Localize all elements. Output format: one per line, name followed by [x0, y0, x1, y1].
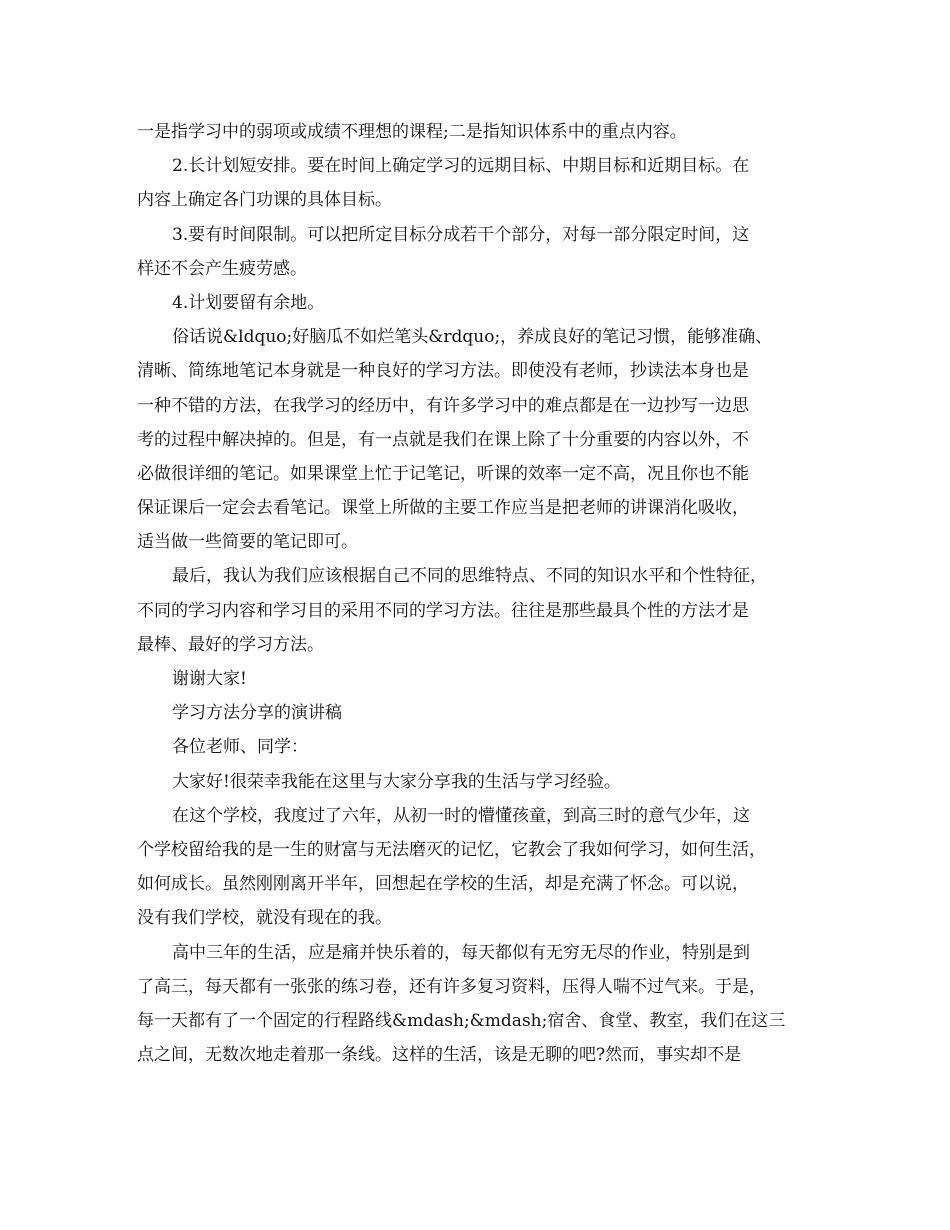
- text-line: 点之间，无数次地走着那一条线。这样的生活，该是无聊的吧?然而，事实却不是: [137, 1045, 742, 1066]
- text-line: 个学校留给我的是一生的财富与无法磨灭的记忆，它教会了我如何学习，如何生活，: [137, 839, 766, 860]
- text-line: 各位老师、同学：: [172, 737, 308, 758]
- text-line: 俗话说&ldquo;好脑瓜不如烂笔头&rdquo;，养成良好的笔记习惯，能够准确、: [172, 327, 773, 348]
- text-line: 在这个学校，我度过了六年，从初一时的懵懂孩童，到高三时的意气少年，这: [172, 805, 750, 826]
- text-line: 2.长计划短安排。要在时间上确定学习的远期目标、中期目标和近期目标。在: [172, 156, 750, 177]
- text-line: 了高三，每天都有一张张的练习卷，还有许多复习资料，压得人喘不过气来。于是，: [137, 976, 766, 997]
- text-line: 适当做一些简要的笔记即可。: [137, 532, 358, 553]
- text-line: 样还不会产生疲劳感。: [137, 258, 307, 279]
- text-line: 每一天都有了一个固定的行程路线&mdash;&mdash;宿舍、食堂、教室，我们在这三: [137, 1010, 786, 1031]
- text-line: 谢谢大家!: [172, 669, 247, 689]
- body-text: [137, 115, 823, 1072]
- text-line: 一种不错的方法，在我学习的经历中，有许多学习中的难点都是在一边抄写一边思: [137, 395, 749, 416]
- text-line: 学习方法分享的演讲稿: [172, 703, 342, 724]
- text-line: 一是指学习中的弱项或成绩不理想的课程;二是指知识体系中的重点内容。: [137, 122, 687, 142]
- text-line: 大家好!很荣幸我能在这里与大家分享我的生活与学习经验。: [172, 771, 621, 792]
- text-line: 清晰、简练地笔记本身就是一种良好的学习方法。即使没有老师，抄读法本身也是: [137, 361, 749, 382]
- text-line: 没有我们学校，就没有现在的我。: [137, 908, 392, 929]
- text-line: 考的过程中解决掉的。但是，有一点就是我们在课上除了十分重要的内容以外，不: [137, 429, 749, 450]
- text-line: 如何成长。虽然刚刚离开半年，回想起在学校的生活，却是充满了怀念。可以说，: [137, 874, 749, 895]
- text-line: 最后，我认为我们应该根据自己不同的思维特点、不同的知识水平和个性特征，: [172, 566, 767, 587]
- text-line: 3.要有时间限制。可以把所定目标分成若干个部分，对每一部分限定时间，这: [172, 224, 750, 245]
- text-line: 保证课后一定会去看笔记。课堂上所做的主要工作应当是把老师的讲课消化吸收，: [137, 498, 749, 519]
- text-line: 高中三年的生活，应是痛并快乐着的，每天都似有无穷无尽的作业，特别是到: [172, 942, 750, 963]
- text-line: 最棒、最好的学习方法。: [137, 634, 324, 655]
- text-line: 4.计划要留有余地。: [172, 292, 325, 313]
- text-line: 不同的学习内容和学习目的采用不同的学习方法。往往是那些最具个性的方法才是: [137, 600, 749, 621]
- text-line: 内容上确定各门功课的具体目标。: [137, 190, 392, 211]
- text-line: 必做很详细的笔记。如果课堂上忙于记笔记，听课的效率一定不高，况且你也不能: [137, 463, 749, 484]
